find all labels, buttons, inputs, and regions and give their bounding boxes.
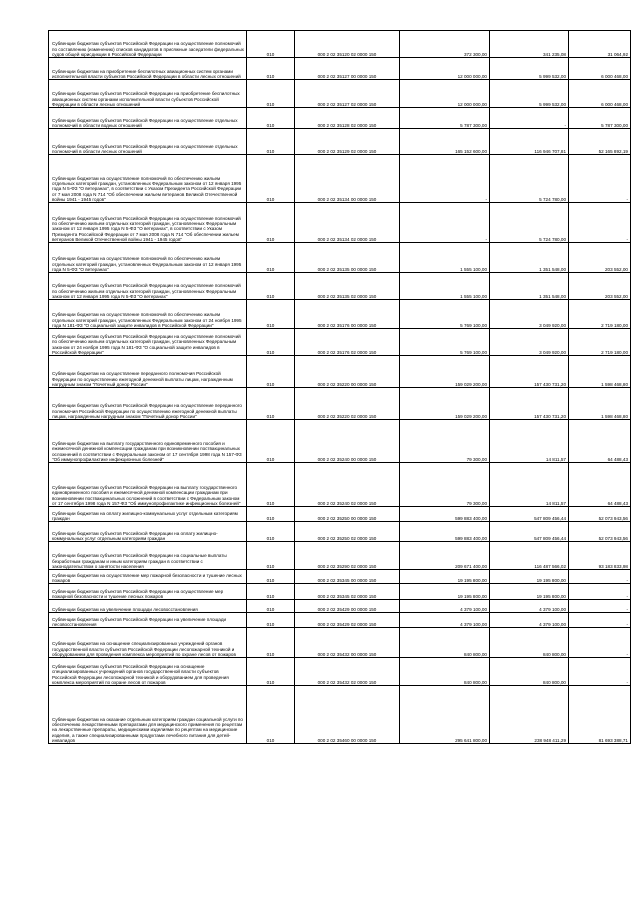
table-row [49,628,631,658]
table-row [49,329,631,356]
row-budget-code: 000 2 02 35220 00 0000 150 [295,356,400,388]
row-code: 010 [247,542,295,570]
row-name: Субвенции бюджетам субъектов Российской Федерации на оснащение специализированных учреждений органов государственной власти субъектов Российской Федерации лесопожарной техникой и оборудованием для проведения комплекса мероприятий по охране лесов от пожаров [49,658,247,686]
row-budget-code: 000 2 02 35127 02 0000 150 [295,80,400,108]
table-row [49,420,631,463]
row-unexecuted-amount: - [569,600,631,613]
row-approved-amount: 159 029 200,00 [400,388,490,420]
row-approved-amount: 5 769 100,00 [400,300,490,329]
row-executed-amount: 19 195 800,00 [490,570,569,584]
row-name: Субвенции бюджетам на оснащение специализированных учреждений органов государственной власти субъектов Российской Федерации лесопожарной техникой и оборудованием для проведения комплекса мероприятий по охране лесов от пожаров [49,628,247,658]
row-code: 010 [247,80,295,108]
row-approved-amount: 295 641 800,00 [400,686,490,744]
row-unexecuted-amount: 1 598 468,80 [569,356,631,388]
row-executed-amount: 5 999 532,00 [490,80,569,108]
row-code: 010 [247,613,295,628]
row-code: 010 [247,300,295,329]
row-unexecuted-amount: 5 787 300,00 [569,108,631,129]
table-row [49,613,631,628]
row-code: 010 [247,463,295,507]
row-executed-amount: - [490,108,569,129]
row-executed-amount: 238 948 411,29 [490,686,569,744]
row-code: 010 [247,600,295,613]
row-approved-amount: 599 883 400,00 [400,507,490,522]
row-budget-code: 000 2 02 35345 00 0000 150 [295,570,400,584]
row-unexecuted-amount: 2 719 180,00 [569,329,631,356]
row-code: 010 [247,356,295,388]
table-row [49,203,631,243]
row-approved-amount: 12 000 000,00 [400,80,490,108]
budget-report-sheet [48,30,630,744]
row-name: Субвенции бюджетам на осуществление полномочий по обеспечению жильем отдельных категорий граждан, установленных Федеральным законом от 12 января 1995 года N 5-ФЗ "О ветеранах" [49,243,247,273]
row-approved-amount: 5 769 100,00 [400,329,490,356]
table-row [49,58,631,80]
row-executed-amount: 116 487 566,02 [490,542,569,570]
table-row [49,80,631,108]
row-executed-amount: 116 946 707,81 [490,129,569,155]
row-unexecuted-amount: 93 183 833,98 [569,542,631,570]
table-row [49,507,631,522]
row-code: 010 [247,129,295,155]
row-budget-code: 000 2 02 35135 02 0000 150 [295,273,400,300]
row-unexecuted-amount: 1 598 468,80 [569,388,631,420]
row-approved-amount: 79 300,00 [400,463,490,507]
row-unexecuted-amount: 203 552,00 [569,273,631,300]
row-approved-amount: 79 300,00 [400,420,490,463]
row-executed-amount: 1 351 548,00 [490,243,569,273]
row-executed-amount: 1 351 548,00 [490,273,569,300]
table-row [49,356,631,388]
table-row [49,155,631,203]
row-executed-amount: 14 811,57 [490,420,569,463]
row-unexecuted-amount: 6 000 468,00 [569,80,631,108]
row-code: 010 [247,388,295,420]
row-name: Субвенции бюджетам субъектов Российской Федерации на приобретение беспилотных авиационных систем органами исполнительной власти субъектов Российской Федерации в области лесных отношений [49,80,247,108]
row-budget-code: 000 2 02 35176 00 0000 150 [295,300,400,329]
table-row [49,463,631,507]
row-name: Субвенции бюджетам на увеличение площади лесовосстановления [49,600,247,613]
table-row [49,570,631,584]
row-unexecuted-amount: - [569,628,631,658]
row-budget-code: 000 2 02 35345 02 0000 150 [295,584,400,600]
table-row [49,273,631,300]
table-row [49,522,631,542]
row-budget-code: 000 2 02 35129 02 0000 150 [295,129,400,155]
row-name: Субвенции бюджетам на осуществление мер пожарной безопасности и тушение лесных пожаров [49,570,247,584]
subvention-table [48,30,631,744]
row-unexecuted-amount: 81 693 388,71 [569,686,631,744]
row-approved-amount: 165 152 600,00 [400,129,490,155]
row-name: Субвенции бюджетам субъектов Российской Федерации на осуществление переданного полномочия Российской Федерации по осуществлению ежегодной денежной выплаты лицам, награжденным нагрудным знаком "Почетный донор России" [49,388,247,420]
row-code: 010 [247,108,295,129]
row-unexecuted-amount: 64 488,43 [569,463,631,507]
row-budget-code: 000 2 02 35134 00 0000 150 [295,155,400,203]
row-executed-amount: 341 235,08 [490,31,569,58]
row-code: 010 [247,273,295,300]
row-budget-code: 000 2 02 35250 02 0000 150 [295,522,400,542]
row-unexecuted-amount: - [569,613,631,628]
row-code: 010 [247,58,295,80]
row-name: Субвенции бюджетам субъектов Российской Федерации на осуществление полномочий по составлению (изменению) списков кандидатов в присяжные заседатели федеральных судов общей юрисдикции в Российской Федерации [49,31,247,58]
row-unexecuted-amount: 52 165 892,19 [569,129,631,155]
row-budget-code: 000 2 02 35220 02 0000 150 [295,388,400,420]
row-approved-amount: 4 379 100,00 [400,613,490,628]
row-executed-amount: 4 379 100,00 [490,600,569,613]
row-name: Субвенции бюджетам субъектов Российской Федерации на выплату государственного единовременного пособия и ежемесячной денежной компенсации гражданам при возникновении поствакцинальных осложнений в соответствии с Федеральным законом от 17 сентября 1998 года N 157-ФЗ "Об иммунопрофилактике инфекционных болезней" [49,463,247,507]
row-code: 010 [247,570,295,584]
row-name: Субвенции бюджетам субъектов Российской Федерации на осуществление мер пожарной безопасности и тушение лесных пожаров [49,584,247,600]
table-row [49,31,631,58]
row-name: Субвенции бюджетам субъектов Российской Федерации на социальные выплаты безработным гражданам и иным категориям граждан в соответствии с законодательством о занятости населения [49,542,247,570]
row-name: Субвенции бюджетам на оказание отдельным категориям граждан социальной услуги по обеспечению лекарственными препаратами для медицинского применения по рецептам на лекарственные препараты, медицинскими изделиями по рецептам на медицинские изделия, а также специализированными продуктами лечебного питания для детей-инвалидов [49,686,247,744]
row-executed-amount: 840 800,00 [490,658,569,686]
row-budget-code: 000 2 02 35127 00 0000 150 [295,58,400,80]
row-unexecuted-amount: 64 488,43 [569,420,631,463]
table-row [49,658,631,686]
row-unexecuted-amount: 2 719 180,00 [569,300,631,329]
row-code: 010 [247,507,295,522]
row-approved-amount: 1 555 100,00 [400,273,490,300]
row-name: Субвенции бюджетам субъектов Российской Федерации на осуществление отдельных полномочий в области водных отношений [49,108,247,129]
row-executed-amount: 547 809 456,44 [490,522,569,542]
row-unexecuted-amount: 203 552,00 [569,243,631,273]
row-executed-amount: 3 049 920,00 [490,329,569,356]
row-code: 010 [247,420,295,463]
row-name: Субвенции бюджетам субъектов Российской Федерации на осуществление отдельных полномочий в области лесных отношений [49,129,247,155]
row-budget-code: 000 2 02 35290 02 0000 150 [295,542,400,570]
row-unexecuted-amount: 6 000 468,00 [569,58,631,80]
row-name: Субвенции бюджетам на оплату жилищно-коммунальных услуг отдельным категориям граждан [49,507,247,522]
row-executed-amount: 840 800,00 [490,628,569,658]
table-row [49,600,631,613]
row-code: 010 [247,686,295,744]
table-row [49,108,631,129]
row-unexecuted-amount: - [569,570,631,584]
table-row [49,542,631,570]
row-code: 010 [247,155,295,203]
row-approved-amount: 599 883 400,00 [400,522,490,542]
row-executed-amount: 5 724 780,00 [490,155,569,203]
row-budget-code: 000 2 02 35128 02 0000 150 [295,108,400,129]
row-executed-amount: 3 049 920,00 [490,300,569,329]
row-code: 010 [247,658,295,686]
row-executed-amount: 547 809 456,44 [490,507,569,522]
row-budget-code: 000 2 02 35176 02 0000 150 [295,329,400,356]
row-budget-code: 000 2 02 35429 00 0000 150 [295,600,400,613]
row-budget-code: 000 2 02 35120 02 0000 150 [295,31,400,58]
row-unexecuted-amount: - [569,658,631,686]
row-code: 010 [247,203,295,243]
row-unexecuted-amount: - [569,155,631,203]
row-executed-amount: 5 724 780,00 [490,203,569,243]
row-name: Субвенции бюджетам на осуществление переданного полномочия Российской Федерации по осуществлению ежегодной денежной выплаты лицам, награжденным нагрудным знаком "Почетный донор России" [49,356,247,388]
row-executed-amount: 14 811,57 [490,463,569,507]
row-approved-amount: 19 195 800,00 [400,584,490,600]
row-unexecuted-amount: - [569,584,631,600]
row-approved-amount: 209 671 400,00 [400,542,490,570]
row-name: Субвенции бюджетам субъектов Российской Федерации на оплату жилищно-коммунальных услуг отдельным категориям граждан [49,522,247,542]
row-approved-amount: 12 000 000,00 [400,58,490,80]
row-name: Субвенции бюджетам на осуществление полномочий по обеспечению жильем отдельных категорий граждан, установленных Федеральным законом от 12 января 1995 года N 5-ФЗ "О ветеранах", в соответствии с Указом Президента Российской Федерации от 7 мая 2008 года N 714 "Об обеспечении жильем ветеранов Великой Отечественной войны 1941 - 1945 годов" [49,155,247,203]
row-code: 010 [247,31,295,58]
row-approved-amount: 19 195 800,00 [400,570,490,584]
row-approved-amount: 4 379 100,00 [400,600,490,613]
row-unexecuted-amount: 52 073 943,56 [569,507,631,522]
row-approved-amount: 5 787 300,00 [400,108,490,129]
row-approved-amount: 372 300,00 [400,31,490,58]
row-name: Субвенции бюджетам субъектов Российской Федерации на увеличение площади лесовосстановления [49,613,247,628]
row-executed-amount: 19 195 800,00 [490,584,569,600]
row-name: Субвенции бюджетам субъектов Российской Федерации на осуществление полномочий по обеспечению жильем отдельных категорий граждан, установленных Федеральным законом от 24 ноября 1995 года N 181-ФЗ "О социальной защите инвалидов в Российской Федерации" [49,329,247,356]
row-executed-amount: 4 379 100,00 [490,613,569,628]
table-row [49,388,631,420]
row-name: Субвенции бюджетам субъектов Российской Федерации на осуществление полномочий по обеспечению жильем отдельных категорий граждан, установленных Федеральным законом от 12 января 1995 года N 5-ФЗ "О ветеранах" [49,273,247,300]
row-unexecuted-amount: - [569,203,631,243]
row-approved-amount: 159 029 200,00 [400,356,490,388]
table-row [49,300,631,329]
row-approved-amount: - [400,203,490,243]
row-budget-code: 000 2 02 35134 02 0000 150 [295,203,400,243]
row-code: 010 [247,243,295,273]
row-approved-amount: 840 800,00 [400,628,490,658]
row-name: Субвенции бюджетам субъектов Российской Федерации на осуществление полномочий по обеспечению жильем отдельных категорий граждан, установленных Федеральным законом от 12 января 1995 года N 5-ФЗ "О ветеранах", в соответствии с Указом Президента Российской Федерации от 7 мая 2008 года N 714 "Об обеспечении жильем ветеранов Великой Отечественной войны 1941 - 1945 годов" [49,203,247,243]
row-executed-amount: 5 999 532,00 [490,58,569,80]
row-budget-code: 000 2 02 35432 00 0000 150 [295,628,400,658]
row-unexecuted-amount: 52 073 943,56 [569,522,631,542]
row-approved-amount: - [400,155,490,203]
row-name: Субвенции бюджетам на выплату государственного единовременного пособия и ежемесячной денежной компенсации гражданам при возникновении поствакцинальных осложнений в соответствии с Федеральным законом от 17 сентября 1998 года N 157-ФЗ "Об иммунопрофилактике инфекционных болезней" [49,420,247,463]
row-name: Субвенции бюджетам на приобретение беспилотных авиационных систем органами исполнительной власти субъектов Российской Федерации в области лесных отношений [49,58,247,80]
table-row [49,686,631,744]
row-budget-code: 000 2 02 35240 00 0000 150 [295,420,400,463]
table-row [49,243,631,273]
row-budget-code: 000 2 02 35240 02 0000 150 [295,463,400,507]
row-code: 010 [247,329,295,356]
row-approved-amount: 840 800,00 [400,658,490,686]
row-name: Субвенции бюджетам на осуществление полномочий по обеспечению жильем отдельных категорий граждан, установленных Федеральным законом от 24 ноября 1995 года N 181-ФЗ "О социальной защите инвалидов в Российской Федерации" [49,300,247,329]
table-row [49,129,631,155]
row-unexecuted-amount: 31 064,92 [569,31,631,58]
row-budget-code: 000 2 02 35429 02 0000 150 [295,613,400,628]
row-executed-amount: 157 430 731,20 [490,356,569,388]
row-executed-amount: 157 430 731,20 [490,388,569,420]
row-approved-amount: 1 555 100,00 [400,243,490,273]
row-budget-code: 000 2 02 35250 00 0000 150 [295,507,400,522]
table-row [49,584,631,600]
row-budget-code: 000 2 02 35460 00 0000 150 [295,686,400,744]
row-budget-code: 000 2 02 35135 00 0000 150 [295,243,400,273]
row-code: 010 [247,584,295,600]
row-code: 010 [247,522,295,542]
row-budget-code: 000 2 02 35432 02 0000 150 [295,658,400,686]
row-code: 010 [247,628,295,658]
